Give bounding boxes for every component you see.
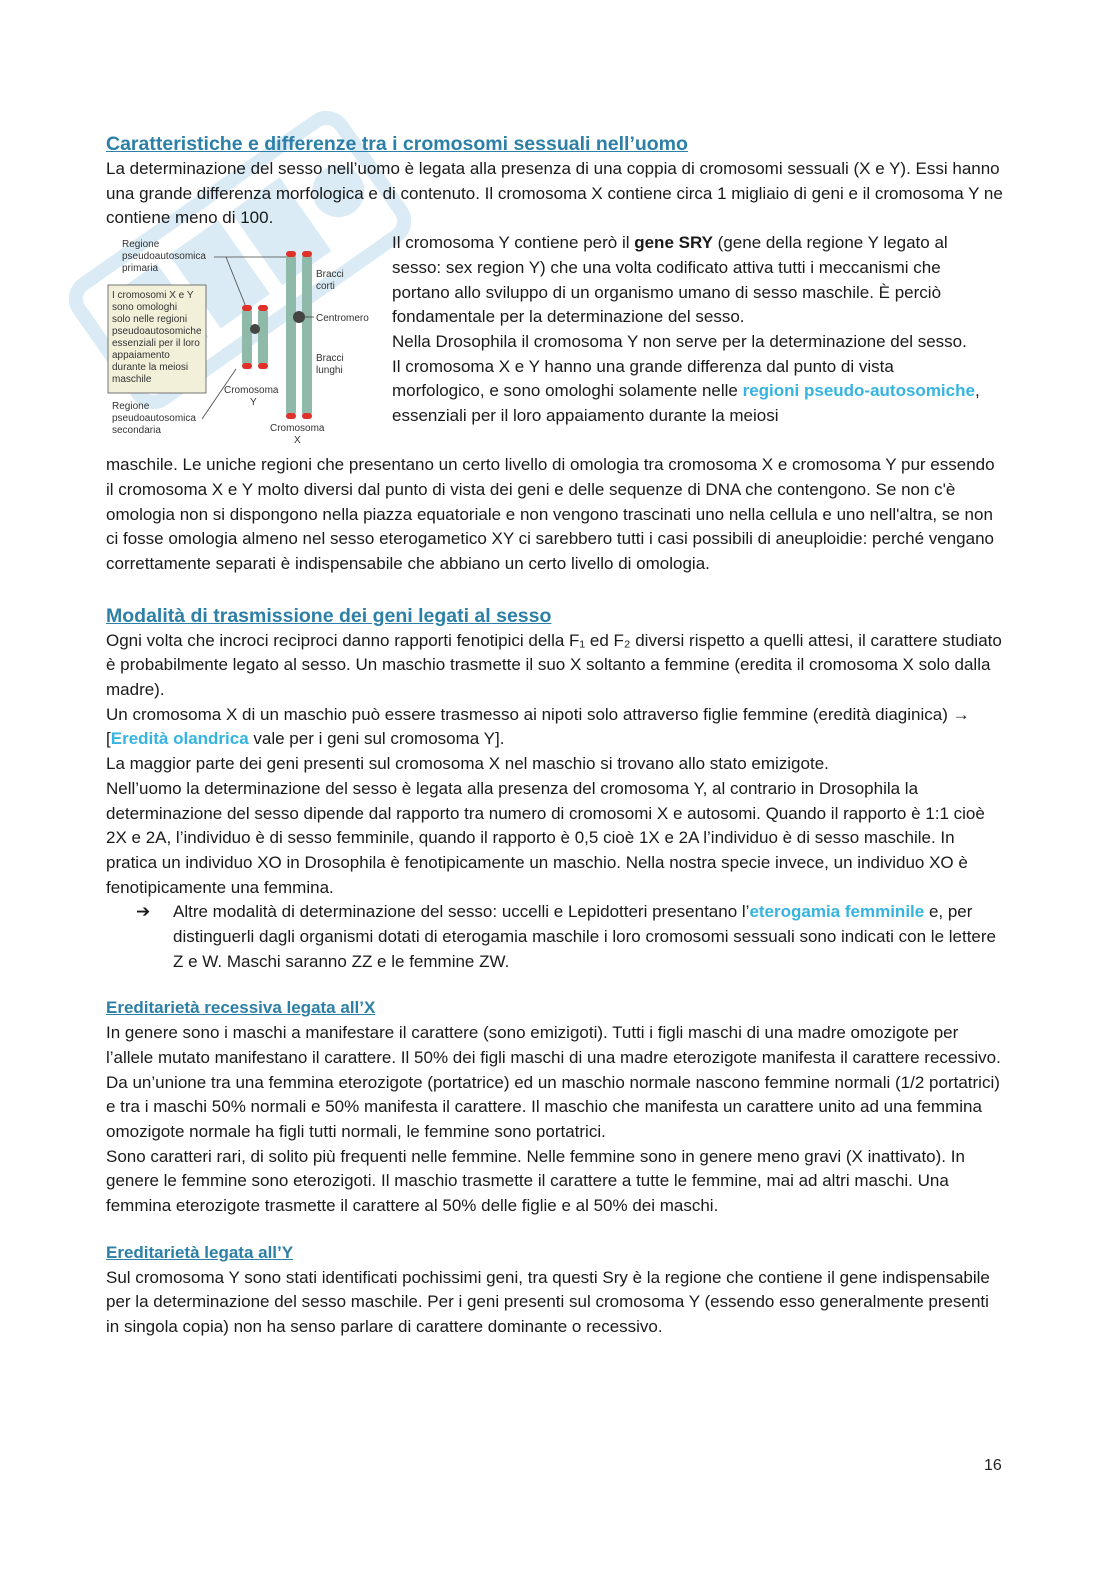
box-line-2: sono omologhi <box>112 302 178 314</box>
paragraph-hemizygous: La maggior parte dei geni presenti sul cromosoma X nel maschio si trovano allo stato emizigote. <box>106 754 829 774</box>
label-secondary-region-2: pseudoautosomica <box>112 413 196 425</box>
label-short-arms-1: Bracci <box>316 269 344 281</box>
paragraph-x-linked-2: Sono caratteri rari, di solito più frequenti nelle femmine. Nelle femmine sono in genere meno gravi (X inattivato). In genere le femmine sono eterozigoti. Il maschio trasmette il carattere a tutte le femmine, mai ad altri maschi. Una femmina eterozigote trasmette il carattere al 50% delle figlie e al 50% dei maschi. <box>106 1146 965 1216</box>
label-secondary-region-1: Regione <box>112 401 150 413</box>
label-secondary-region-3: secondaria <box>112 425 161 437</box>
section-title-x-linked-recessive: Ereditarietà recessiva legata all’X <box>106 998 376 1018</box>
box-line-1: I cromosomi X e Y <box>112 290 194 302</box>
bullet-female-heterogamety: ➔ Altre modalità di determinazione del sesso: uccelli e Lepidotteri presentano l’eterogamia femminile e, per distinguerli dagli organismi dotati di eterogamia maschile i loro cromosomi sessuali sono indicati con le lettere Z e W. Maschi saranno ZZ e le femmine ZW. <box>136 902 997 971</box>
label-primary-region-2: pseudoautosomica <box>122 251 206 263</box>
paragraph-drosophila: Nella Drosophila il cromosoma Y non serve per la determinazione del sesso. <box>392 331 967 351</box>
label-chromosome-y-2: Y <box>250 397 257 409</box>
paragraph-diagynic: Un cromosoma X di un maschio può essere trasmesso ai nipoti solo attraverso figlie femmine (eredità diaginica) → [Eredità olandrica vale per i geni sul cromosoma Y]. <box>106 704 970 749</box>
page-number: 16 <box>984 1457 1002 1474</box>
box-line-6: appaiamento <box>112 350 170 362</box>
term-pseudoautosomal-regions: regioni pseudo-autosomiche <box>742 381 975 401</box>
label-chromosome-y-1: Cromosoma <box>224 385 279 397</box>
paragraph-sex-determination: Nell’uomo la determinazione del sesso è legata alla presenza del cromosoma Y, al contrario in Drosophila la determinazione del sesso dipende dal rapporto tra numero di cromosomi X e autosomi. Quando il rapporto è 1:1 cioè 2X e 2A, l’individuo è di sesso femminile, quando il rapporto è 0,5 cioè 1X e 2A l’individuo è di sesso maschile. In pratica un individuo XO in Drosophila è fenotipicamente un maschio. Nella nostra specie invece, un individuo XO è fenotipicamente una femmina. <box>106 778 985 897</box>
chromosome-x <box>286 251 312 419</box>
paragraph-sry: Il cromosoma Y contiene però il gene SRY (gene della regione Y legato al sesso: sex region Y) che una volta codificato attiva tutti i meccanismi che portano allo sviluppo di un organismo umano di sesso maschile. È perciò fondamentale per la determinazione del sesso. <box>392 233 948 327</box>
arrow-bullet-icon: ➔ <box>136 902 151 922</box>
term-female-heterogamety: eterogamia femminile <box>749 902 925 922</box>
label-centromere: Centromero <box>316 313 369 325</box>
section-title-transmission: Modalità di trasmissione dei geni legati al sesso <box>106 604 552 627</box>
label-long-arms-2: lunghi <box>316 365 343 377</box>
term-gene-sry: gene SRY <box>634 233 713 253</box>
label-long-arms-1: Bracci <box>316 353 344 365</box>
figure-row <box>106 231 1006 453</box>
chromosome-figure <box>106 235 378 449</box>
paragraph-intro: La determinazione del sesso nell’uomo è legata alla presenza di una coppia di cromosomi sessuali (X e Y). Essi hanno una grande differenza morfologica e di contenuto. Il cromosoma X contiene circa 1 migliaio di geni e il cromosoma Y ne contiene meno di 100. <box>106 159 1003 228</box>
paragraph-pseudoautosomal: Il cromosoma X e Y hanno una grande differenza dal punto di vista morfologico, e sono omologhi solamente nelle regioni pseudo-autosomiche, essenziali per il loro appaiamento durante la meiosi <box>392 356 980 426</box>
paragraph-homology: maschile. Le uniche regioni che presentano un certo livello di omologia tra cromosoma X e cromosoma Y pur essendo il cromosoma X e Y molto diversi dal punto di vista dei geni e delle sequenze di DNA che contengono. Se non c'è omologia non si dispongono nella piazza equatoriale e non vengono trascinati uno nella cellula e uno nell'altra, se non ci fosse omologia almeno nel sesso eterogametico XY ci sarebbero tutti i casi possibili di aneuploidie: perché vengano correttamente separati è indispensabile che abbiano un certo livello di omologia. <box>106 455 995 573</box>
box-line-4: pseudoautosomiche <box>112 326 202 338</box>
paragraph-reciprocal-crosses: Ogni volta che incroci reciproci danno rapporti fenotipici della F₁ ed F₂ diversi rispetto a quelli attesi, il carattere studiato è probabilmente legato al sesso. Un maschio trasmette il suo X soltanto a femmine (eredita il cromosoma X solo dalla madre). <box>106 630 1002 700</box>
box-line-7: durante la meiosi <box>112 362 189 374</box>
document-content <box>106 131 1006 1340</box>
label-primary-region-3: primaria <box>122 263 159 275</box>
section-title-y-linked: Ereditarietà legata all’Y <box>106 1242 294 1262</box>
label-chromosome-x-1: Cromosoma <box>270 423 325 435</box>
box-line-8: maschile <box>112 374 152 386</box>
chromosome-y <box>242 305 268 369</box>
section-title-sex-chromosomes: Caratteristiche e differenze tra i cromosomi sessuali nell’uomo <box>106 133 688 155</box>
label-primary-region-1: Regione <box>122 239 160 251</box>
label-chromosome-x-2: X <box>294 435 301 447</box>
box-line-5: essenziali per il loro <box>112 338 200 350</box>
figure-side-text <box>392 231 982 429</box>
term-holandric-inheritance: Eredità olandrica <box>110 729 249 749</box>
paragraph-y-linked: Sul cromosoma Y sono stati identificati pochissimi geni, tra questi Sry è la regione che contiene il gene indispensabile per la determinazione del sesso maschile. Per i geni presenti sul cromosoma Y (essendo esso generalmente presenti in singola copia) non ha senso parlare di carattere dominante o recessivo. <box>106 1267 990 1336</box>
label-short-arms-2: corti <box>316 281 335 293</box>
paragraph-x-linked-1: In genere sono i maschi a manifestare il carattere (sono emizigoti). Tutti i figli maschi di una madre omozigote per l’allele mutato manifestano il carattere. Il 50% dei figli maschi di una madre eterozigote manifesta il carattere recessivo. Da un’unione tra una femmina eterozigote (portatrice) ed un maschio normale nascono femmine normali (1/2 portatrici) e tra i maschi 50% normali e 50% manifesta il carattere. Il maschio che manifesta un carattere unito ad una femmina omozigote normale ha figli tutti normali, le femmine sono portatrici. <box>106 1023 1001 1141</box>
box-line-3: solo nelle regioni <box>112 314 188 326</box>
